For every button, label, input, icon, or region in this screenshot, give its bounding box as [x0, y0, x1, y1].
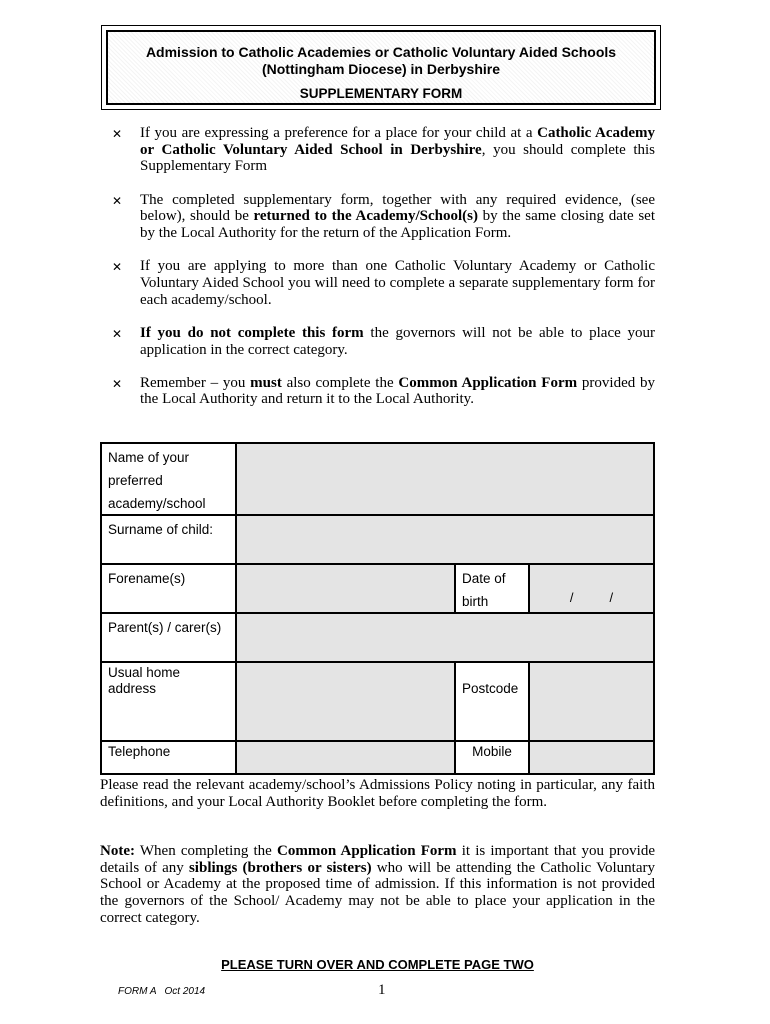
parent-carer-label: Parent(s) / carer(s) — [108, 620, 222, 635]
page-number: 1 — [378, 982, 386, 998]
form-subtitle: SUPPLEMENTARY FORM — [299, 86, 463, 101]
surname-field[interactable] — [237, 516, 653, 563]
policy-note: Please read the relevant academy/school’s Admissions Policy noting in particular, any faith definitions, and your Local Authority Booklet before completing the form. — [100, 777, 655, 810]
title-box — [101, 25, 661, 110]
form-reference: FORM A Oct 2014 — [118, 986, 206, 997]
telephone-label: Telephone — [108, 744, 171, 759]
school-label-cell: Name of your preferred academy/school — [108, 450, 206, 511]
turn-over-instruction: PLEASE TURN OVER AND COMPLETE PAGE TWO — [221, 957, 534, 972]
forename-label: Forename(s) — [108, 571, 186, 586]
cross-bullet-icon: ✕ — [112, 127, 123, 141]
surname-label: Surname of child: — [108, 522, 214, 537]
instruction-item: ✕ Remember – you must also complete the Common Application Form provided by the Local Authority and return it to the Local Authority. — [112, 374, 655, 408]
address-field[interactable] — [237, 663, 454, 740]
title-line-1: Admission to Catholic Academies or Catholic Voluntary Aided Schools — [145, 44, 617, 60]
instruction-item: ✕ If you do not complete this form the governors will not be able to place your application in the correct category. — [112, 324, 655, 358]
cross-bullet-icon: ✕ — [112, 260, 123, 275]
applicant-details-table — [100, 442, 655, 775]
address-label-cell: Usual home address — [108, 665, 181, 696]
telephone-field[interactable] — [237, 742, 454, 773]
postcode-label: Postcode — [462, 681, 519, 696]
cross-bullet-icon: ✕ — [112, 326, 123, 341]
title-box-inner — [106, 30, 656, 105]
dob-label-cell: Date of birth — [462, 571, 506, 609]
postcode-field[interactable] — [530, 663, 653, 740]
date-of-birth-field[interactable] — [530, 565, 653, 612]
mobile-field[interactable] — [530, 742, 653, 773]
dob-separators: / / — [569, 590, 614, 605]
parent-carer-field[interactable] — [237, 614, 653, 661]
instruction-item: ✕ If you are expressing a preference for a place for your child at a Catholic Academy or Catholic Voluntary Aided School in Derbyshire, you should complete this Supplementary Form — [112, 125, 655, 175]
cross-bullet-icon: ✕ — [112, 193, 123, 208]
cross-bullet-icon: ✕ — [112, 376, 123, 391]
mobile-label: Mobile — [472, 744, 512, 759]
title-line-2: (Nottingham Diocese) in Derbyshire — [261, 61, 501, 77]
forename-field[interactable] — [237, 565, 454, 612]
instruction-item: ✕ If you are applying to more than one Catholic Voluntary Academy or Catholic Voluntary Aided School you will need to complete a separate supplementary form for each academy/school. — [112, 258, 655, 308]
preferred-school-field[interactable] — [237, 444, 653, 514]
siblings-note: Note: When completing the Common Application Form it is important that you provide details of any siblings (brothers or sisters) who will be attending the Catholic Voluntary School or Academy at the proposed time of admission. If this information is not provided the governors of the School/ Academy may not be able to place your application in the correct category. — [100, 843, 656, 926]
instructions-list — [110, 125, 655, 425]
instruction-item: ✕ The completed supplementary form, together with any required evidence, (see below), should be returned to the Academy/School(s) by the same closing date set by the Local Authority for the return of the Application Form. — [112, 191, 655, 242]
